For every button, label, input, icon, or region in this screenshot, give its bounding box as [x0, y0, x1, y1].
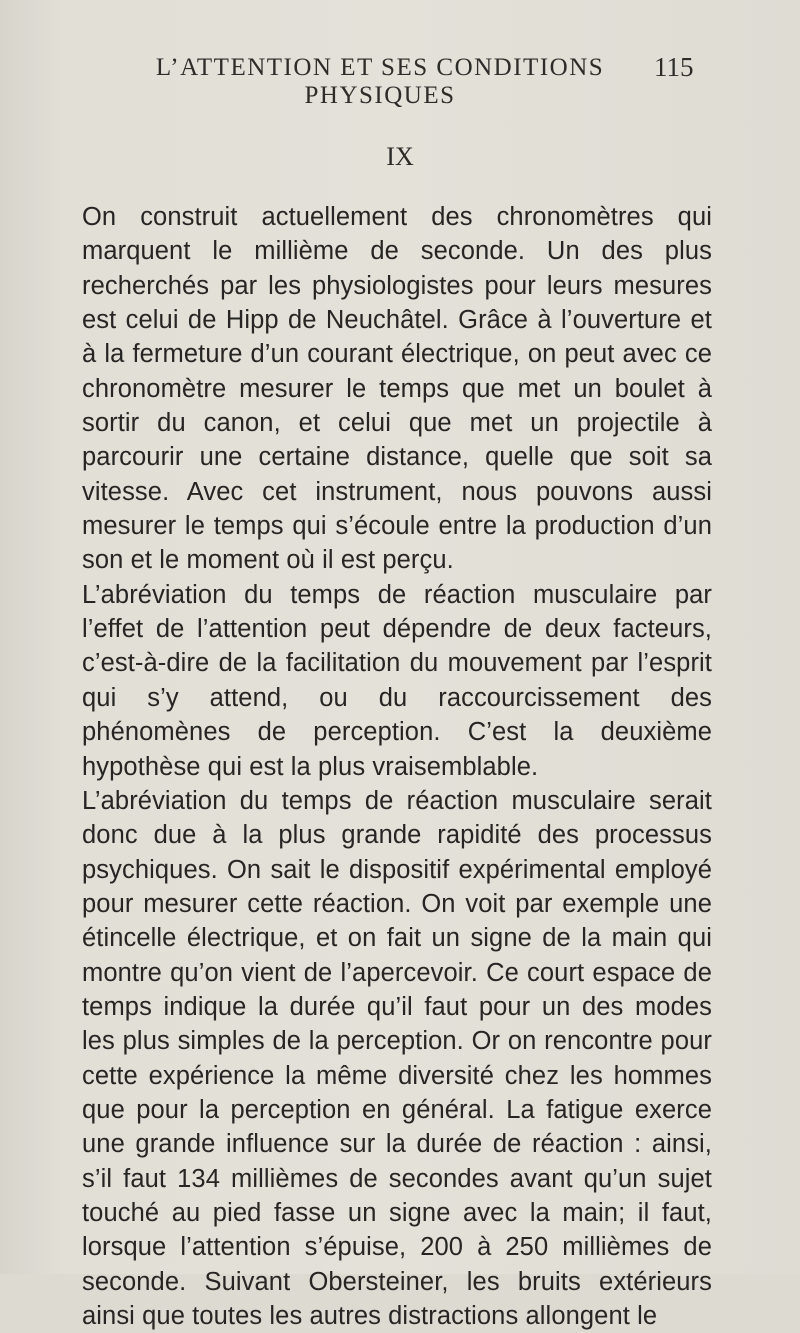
- paragraph: L’abréviation du temps de réaction musculaire par l’effet de l’attention peut dépendre de deux facteurs, c’est-à-dire de la facilitation du mouvement par l’esprit qui s’y attend, ou du raccourcissement des phénomènes de perception. C’est la deuxième hypothèse qui est la plus vraisemblable.: [82, 580, 712, 781]
- running-header: [0, 48, 800, 109]
- paragraph: On construit actuellement des chronomètres qui marquent le millième de seconde. Un des plus recherchés par les physiologistes pour leurs mesures est celui de Hipp de Neuchâtel. Grâce à l’ouverture et à la fermeture d’un courant électrique, on peut avec ce chronomètre mesurer le temps que met un boulet à sortir du canon, et celui que met un projectile à parcourir une certaine distance, quelle que soit sa vitesse. Avec cet instrument, nous pouvons aussi mesurer le temps qui s’écoule entre la production d’un son et le moment où il est perçu.: [82, 203, 712, 575]
- section-number: IX: [386, 142, 414, 171]
- body-text: [82, 200, 712, 1333]
- paragraph: L’abréviation du temps de réaction musculaire serait donc due à la plus grande rapidité des processus psychiques. On sait le dispositif expérimental employé pour mesurer cette réaction. On voit par exemple une étincelle électrique, et on fait un signe de la main qui montre qu’on vient de l’apercevoir. Ce court espace de temps indique la durée qu’il faut pour un des modes les plus simples de la perception. Or on rencontre pour cette expérience la même diversité chez les hommes que pour la perception en général. La fatigue exerce une grande influence sur la durée de réaction : ainsi, s’il faut 134 millièmes de secondes avant qu’un sujet touché au pied fasse un signe avec la main; il faut, lorsque l’attention s’épuise, 200 à 250 millièmes de seconde. Suivant Obersteiner, les bruits extérieurs ainsi que toutes les autres distractions allongent le: [82, 786, 712, 1330]
- page-number: 115: [654, 52, 694, 82]
- running-title: L’ATTENTION ET SES CONDITIONS PHYSIQUES: [155, 54, 605, 109]
